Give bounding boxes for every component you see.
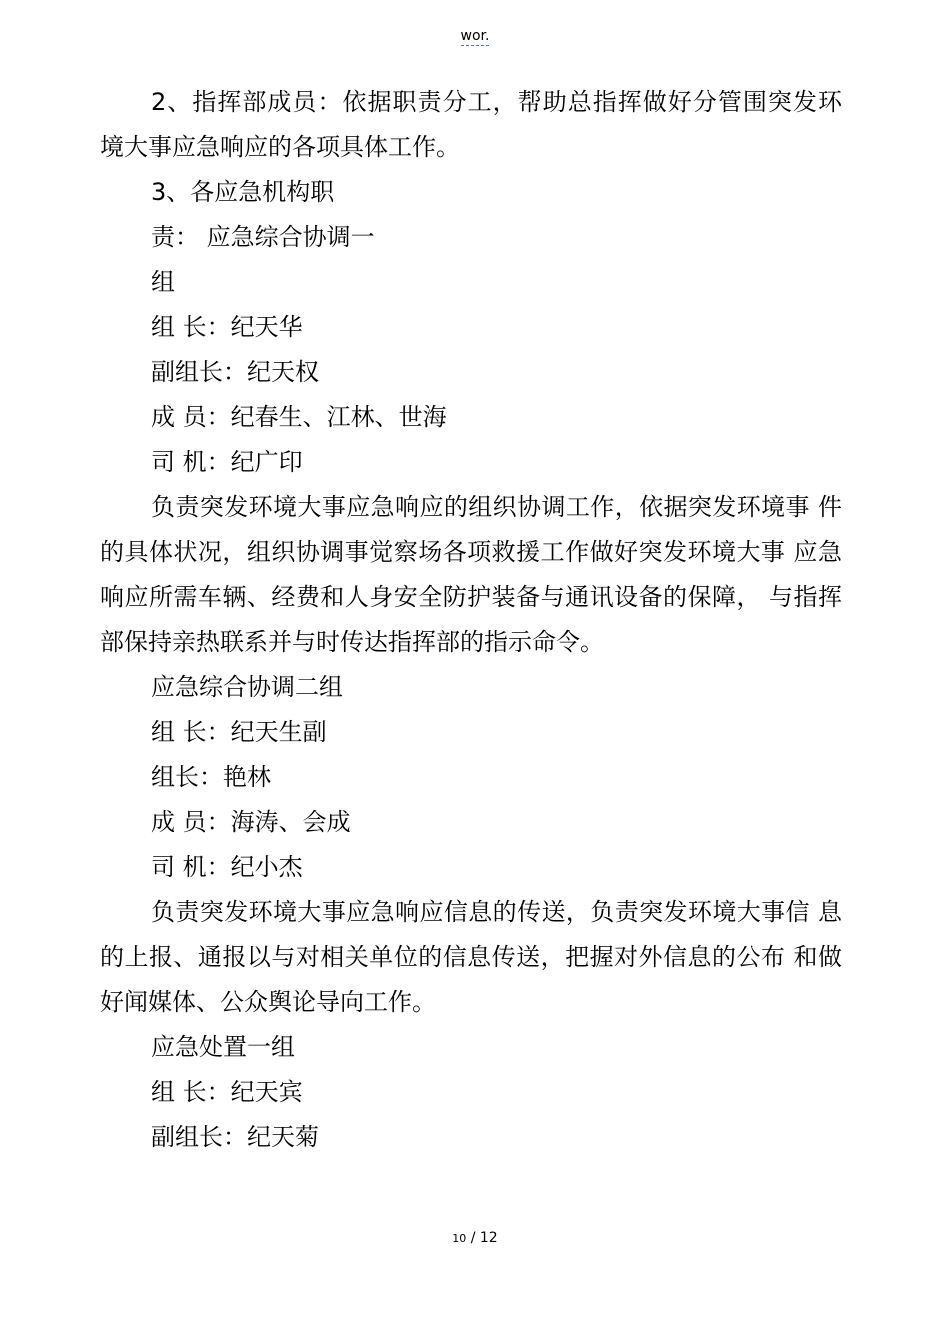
heading-line: 应急综合协调二组 bbox=[151, 673, 343, 701]
roster-line: 组 长：纪天生副 bbox=[151, 718, 327, 746]
page-number-separator: / bbox=[470, 1230, 476, 1246]
roster-line: 司 机：纪小杰 bbox=[151, 853, 303, 881]
paragraph-line: 的具体状况，组织协调事觉察场各项救援工作做好突发环境大事 应急 bbox=[100, 538, 842, 566]
header-text: wor. bbox=[460, 28, 490, 44]
roster-line: 组 长：纪天华 bbox=[151, 313, 303, 341]
paragraph-line: 部保持亲热联系并与时传达指挥部的指示命令。 bbox=[100, 628, 604, 656]
page-header bbox=[0, 27, 950, 45]
document-body bbox=[100, 80, 842, 1160]
page-footer bbox=[0, 1229, 950, 1248]
roster-line: 副组长：纪天权 bbox=[151, 358, 319, 386]
paragraph-line: 的上报、通报以与对相关单位的信息传送，把握对外信息的公布 和做 bbox=[100, 943, 842, 971]
page-number-current: 10 bbox=[452, 1232, 467, 1245]
paragraph-line: 2、指挥部成员：依据职责分工，帮助总指挥做好分管围突发环 bbox=[151, 88, 842, 116]
heading-line: 3、各应急机构职 bbox=[151, 178, 335, 206]
roster-line: 组 长：纪天宾 bbox=[151, 1078, 303, 1106]
heading-line: 责： 应急综合协调一 bbox=[151, 223, 375, 251]
paragraph-line: 响应所需车辆、经费和人身安全防护装备与通讯设备的保障， 与指挥 bbox=[100, 583, 842, 611]
roster-line: 司 机：纪广印 bbox=[151, 448, 303, 476]
paragraph-line: 境大事应急响应的各项具体工作。 bbox=[100, 133, 460, 161]
roster-line: 副组长：纪天菊 bbox=[151, 1123, 319, 1151]
heading-line: 应急处置一组 bbox=[151, 1033, 295, 1061]
paragraph-line: 负责突发环境大事应急响应的组织协调工作，依据突发环境事 件 bbox=[151, 493, 842, 521]
roster-line: 成 员：纪春生、江林、世海 bbox=[151, 403, 447, 431]
heading-line: 组 bbox=[151, 268, 175, 296]
page-number-total: 12 bbox=[479, 1230, 498, 1246]
paragraph-line: 负责突发环境大事应急响应信息的传送，负责突发环境大事信 息 bbox=[151, 898, 842, 926]
roster-line: 成 员：海涛、会成 bbox=[151, 808, 351, 836]
paragraph-line: 好闻媒体、公众舆论导向工作。 bbox=[100, 988, 436, 1016]
roster-line: 组长：艳林 bbox=[151, 763, 271, 791]
